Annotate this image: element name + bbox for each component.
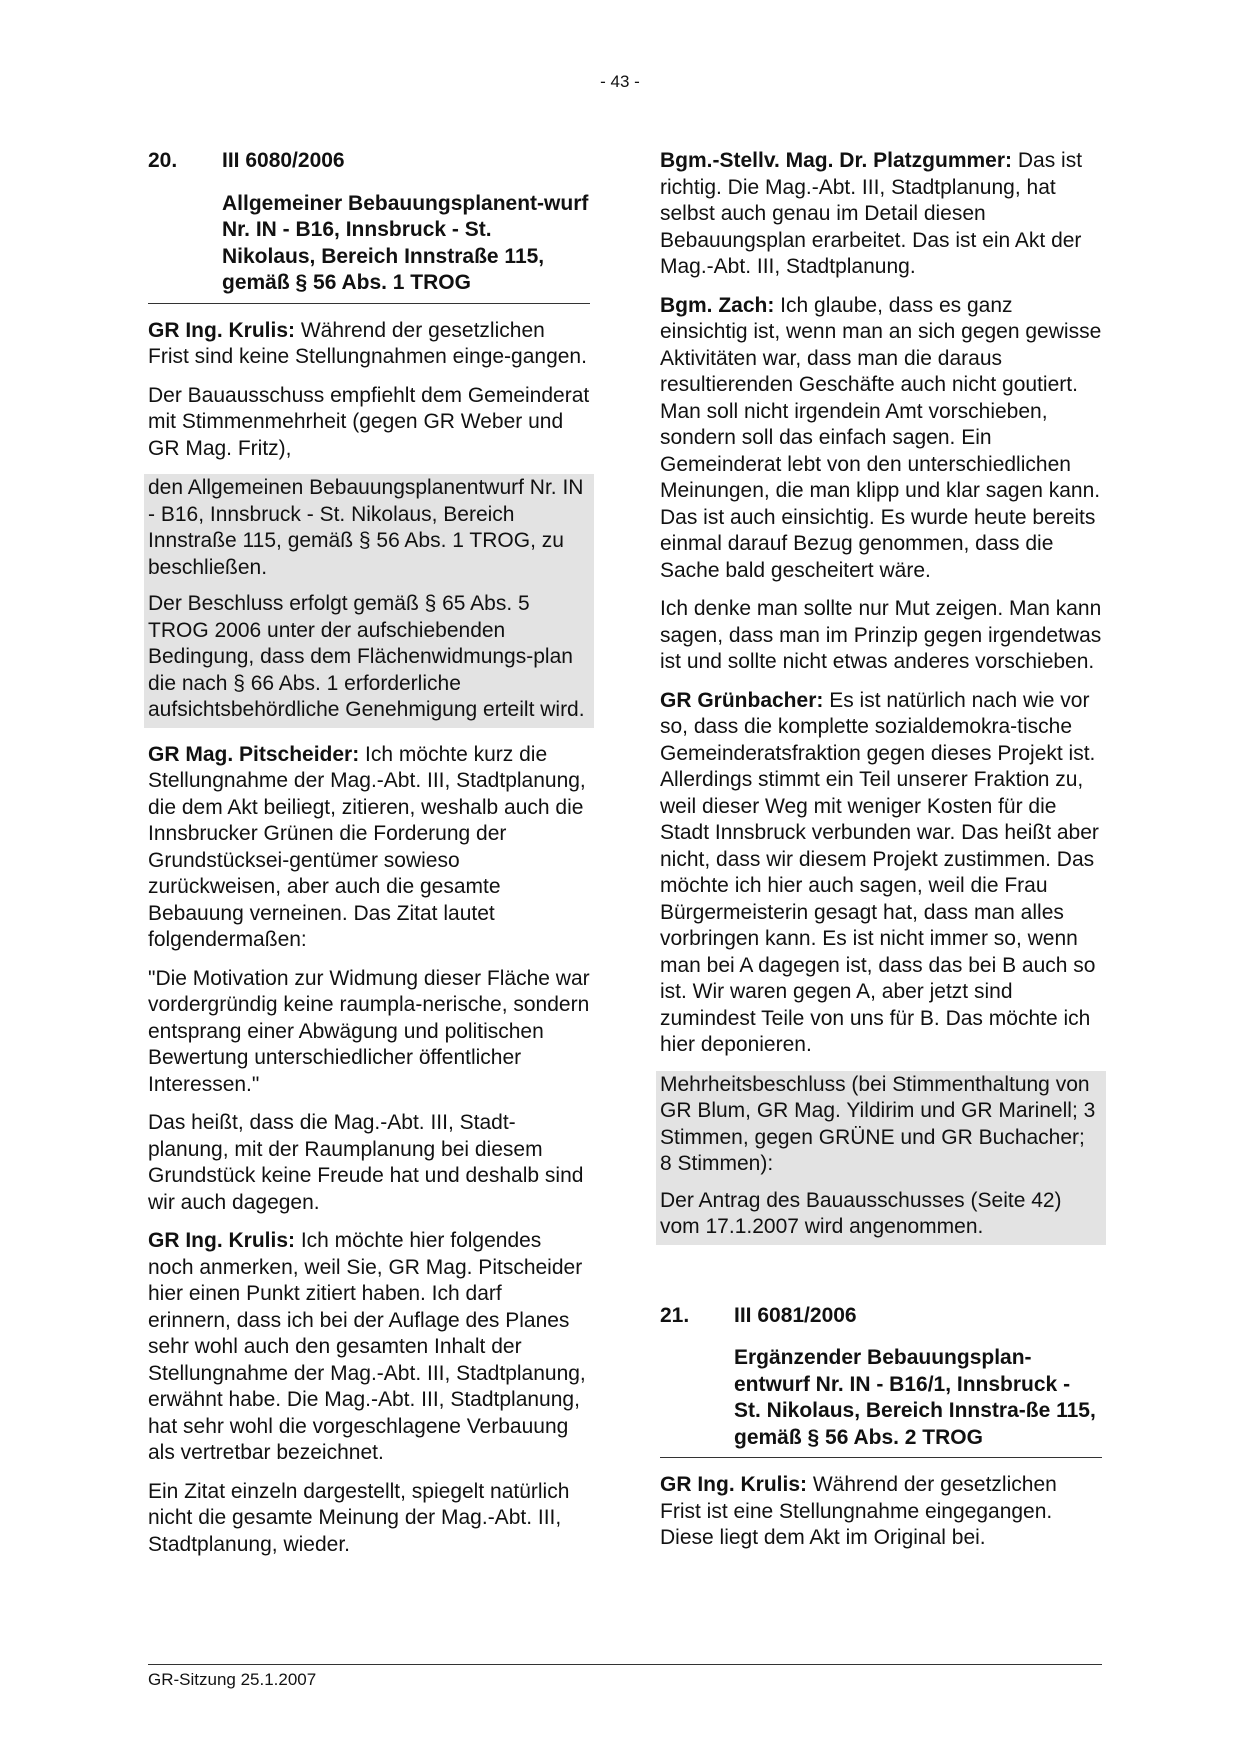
agenda-item-title: Allgemeiner Bebauungsplanent-wurf Nr. IN - B16, Innsbruck - St. Nikolaus, Bereich Innstraße 115, gemäß § 56 Abs. 1 TROG [222,191,589,294]
quote-paragraph: "Die Motivation zur Widmung dieser Fläche war vordergründig keine raumpla-nerische, sondern entsprang einer Abwägung und politischen Bewertung unterschiedlicher öffentlicher Interessen." [148,966,590,1096]
speech-paragraph [660,1472,1102,1552]
agenda-item-reference: III 6080/2006 [222,149,345,172]
speech-text: Während der gesetzlichen Frist ist eine Stellungnahme eingegangen. Diese liegt dem Akt im Original bei. [660,1473,1057,1549]
text-paragraph: Das heißt, dass die Mag.-Abt. III, Stadt-planung, mit der Raumplanung bei diesem Grundstück keine Freude hat und deshalb sind wir auch dagegen. [148,1111,584,1214]
footer-session-label: GR-Sitzung 25.1.2007 [148,1670,317,1689]
speaker-name: Bgm.-Stellv. Mag. Dr. Platzgummer: [660,149,1013,172]
speech-paragraph [660,688,1102,1059]
speech-paragraph [148,1228,590,1467]
speech-paragraph [148,318,590,371]
title-divider [660,1457,1102,1458]
resolution-text: Der Antrag des Bauausschusses (Seite 42) vom 17.1.2007 wird angenommen. [660,1188,1062,1238]
recommendation-paragraph: Der Bauausschuss empfiehlt dem Gemeinderat mit Stimmenmehrheit (gegen GR Weber und GR Mag. Fritz), [148,383,590,460]
motion-condition-text: Der Beschluss erfolgt gemäß § 65 Abs. 5 TROG 2006 unter der aufschiebenden Bedingung, dass dem Flächenwidmungs-plan die nach § 66 Abs. 1 erforderliche aufsichtsbehördliche Genehmigung erteilt wird. [148,592,585,721]
speech-text: Ich glaube, dass es ganz einsichtig ist, wenn man an sich gegen gewisse Aktivitäten war, dass man die daraus resultierenden Geschäfte auch nicht goutiert. Man soll nicht irgendein Amt vorschieben, sondern soll das einfach sagen. Ein Gemeinderat lebt von den unterschiedlichen Meinungen, die man klipp und klar sagen kann. Das ist auch einsichtig. Es wurde heute bereits einmal darauf Bezug genommen, dass die Sache bald gescheitert wäre. [660,293,1102,582]
footer-divider [148,1664,1102,1665]
speech-text: Es ist natürlich nach wie vor so, dass die komplette sozialdemokra-tische Gemeinderatsfraktion gegen dieses Projekt ist. Allerdings stimmt ein Teil unserer Fraktion zu, weil dieser Weg mit weniger Kosten für die Stadt Innsbruck verbunden war. Das heißt aber nicht, dass wir diesem Projekt zustimmen. Das möchte ich hier auch sagen, weil die Frau Bürgermeisterin gesagt hat, dass man alles vorbringen kann. Es ist nicht immer so, wenn man bei A dagegen ist, dass das bei B auch so ist. Wir waren gegen A, aber jetzt sind zumindest Teile von uns für B. Das möchte ich hier deponieren. [660,688,1099,1056]
text-paragraph: Ein Zitat einzeln dargestellt, spiegelt natürlich nicht die gesamte Meinung der Mag.-Abt. III, Stadtplanung, wieder. [148,1479,570,1556]
right-column [660,148,1102,1564]
vote-result-text: Mehrheitsbeschluss (bei Stimmenthaltung von GR Blum, GR Mag. Yildirim und GR Marinell; 3 Stimmen, gegen GRÜNE und GR Buchacher; 8 Stimmen): [660,1072,1096,1175]
speech-text: Während der gesetzlichen Frist sind keine Stellungnahmen einge-gangen. [148,318,587,368]
motion-text: den Allgemeinen Bebauungsplanentwurf Nr. IN - B16, Innsbruck - St. Nikolaus, Bereich Innstraße 115, gemäß § 56 Abs. 1 TROG, zu beschließen. [148,476,584,579]
speech-paragraph [148,742,590,954]
speaker-name: GR Ing. Krulis: [660,1473,807,1496]
speaker-name: GR Ing. Krulis: [148,318,295,342]
speech-text: Das ist richtig. Die Mag.-Abt. III, Stadtplanung, hat selbst auch genau im Detail diesen Bebauungsplan erarbeitet. Das ist ein Akt der Mag.-Abt. III, Stadtplanung. [660,149,1083,278]
agenda-item-reference: III 6081/2006 [734,1303,857,1327]
resolution-box [656,1071,1106,1245]
speech-paragraph [660,293,1102,585]
text-paragraph: Ich denke man sollte nur Mut zeigen. Man kann sagen, dass man im Prinzip gegen irgendetwas ist und sollte nicht etwas anderes vorschieben. [660,597,1102,673]
speaker-name: Bgm. Zach: [660,293,775,317]
agenda-item-number: 21. [660,1303,690,1327]
agenda-item-21-header [660,1303,1102,1330]
speech-text: Ich möchte kurz die Stellungnahme der Mag.-Abt. III, Stadtplanung, die dem Akt beiliegt, zitieren, weshalb auch die Innsbrucker Grünen die Forderung der Grundstücksei-gentümer sowieso zurückweisen, aber auch die gesamte Bebauung verneinen. Das Zitat lautet folgendermaßen: [148,742,586,951]
agenda-item-number: 20. [148,149,178,172]
left-column [148,148,590,1570]
speaker-name: GR Mag. Pitscheider: [148,742,360,766]
agenda-item-title: Ergänzender Bebauungsplan-entwurf Nr. IN - B16/1, Innsbruck - St. Nikolaus, Bereich Innstra-ße 115, gemäß § 56 Abs. 2 TROG [734,1346,1096,1449]
motion-box [144,474,594,728]
agenda-item-20-header [148,148,590,175]
page-number: - 43 - [600,72,640,91]
title-divider [148,303,590,304]
speaker-name: GR Ing. Krulis: [148,1229,295,1252]
speaker-name: GR Grünbacher: [660,688,824,712]
speech-text: Ich möchte hier folgendes noch anmerken, weil Sie, GR Mag. Pitscheider hier einen Punkt zitiert haben. Ich darf erinnern, dass ich bei der Auflage des Planes sehr wohl auch den gesamten Inhalt der Stellungnahme der Mag.-Abt. III, Stadtplanung, erwähnt habe. Die Mag.-Abt. III, Stadtplanung, hat sehr wohl die vorgeschlagene Verbauung als vertretbar bezeichnet. [148,1229,586,1464]
speech-paragraph [660,148,1102,281]
